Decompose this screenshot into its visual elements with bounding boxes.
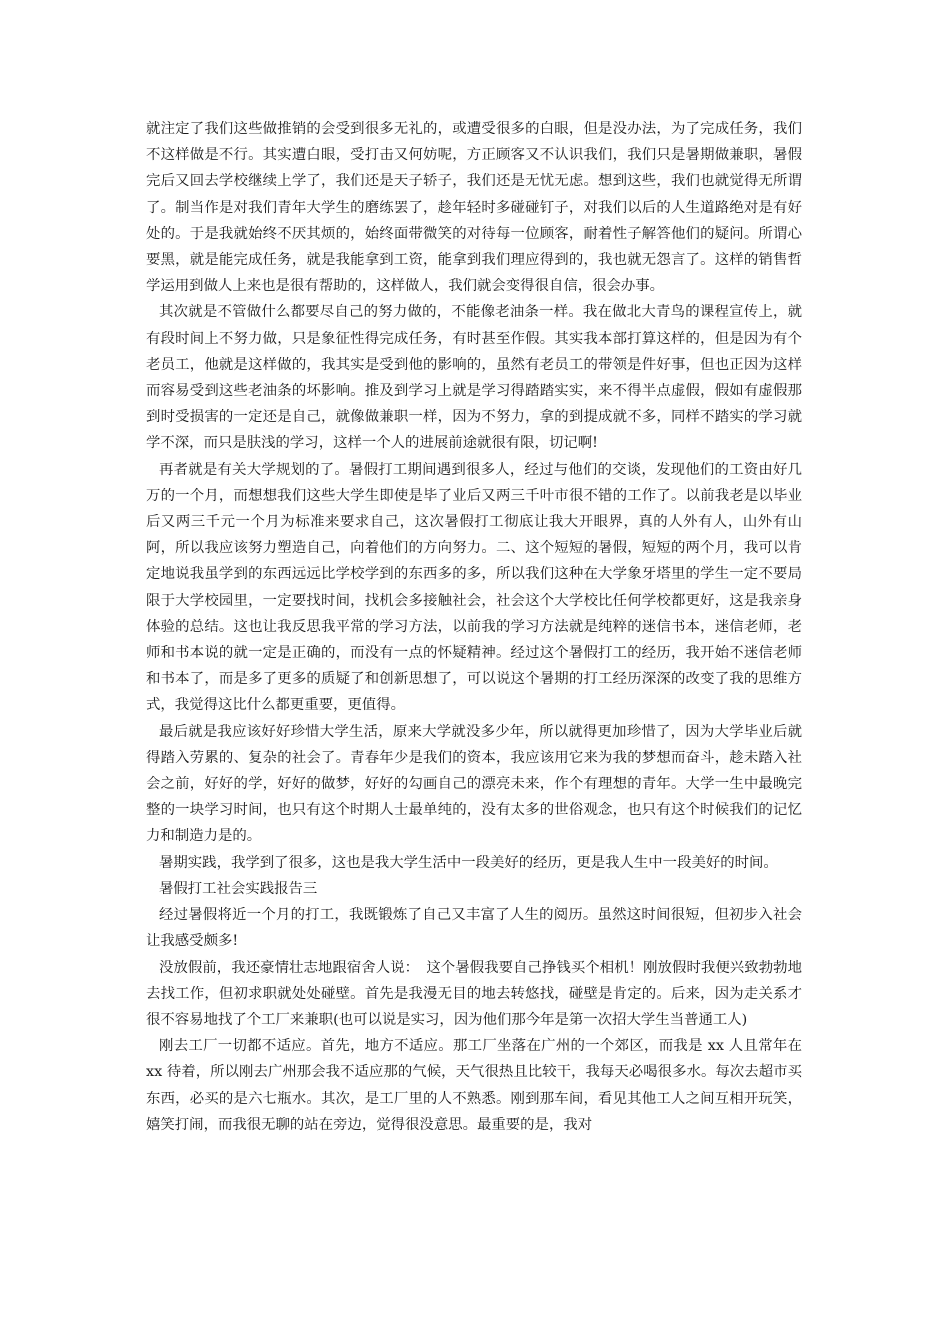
paragraph-3: 再者就是有关大学规划的了。暑假打工期间遇到很多人，经过与他们的交谈，发现他们的工资由好几万的一个月，而想想我们这些大学生即使是毕了业后又两三千叶市很不错的工作了。以前我老是以毕业后又两三千元一个月为标准来要求自己，这次暑假打工彻底让我大开眼界，真的人外有人，山外有山阿，所以我应该努力塑造自己，向着他们的方向努力。二、这个短短的暑假，短短的两个月，我可以肯定地说我虽学到的东西远远比学校学到的东西多的多，所以我们这种在大学象牙塔里的学生一定不要局限于大学校园里，一定要找时间，找机会多接触社会，社会这个大学校比任何学校都更好，这是我亲身体验的总结。这也让我反思我平常的学习方法，以前我的学习方法就是纯粹的迷信书本，迷信老师，老师和书本说的就一定是正确的，而没有一点的怀疑精神。经过这个暑假打工的经历，我开始不迷信老师和书本了，而是多了更多的质疑了和创新思想了，可以说这个暑期的打工经历深深的改变了我的思维方式，我觉得这比什么都更重要，更值得。 bbox=[146, 461, 802, 714]
section-heading: 暑假打工社会实践报告三 bbox=[159, 880, 318, 897]
paragraph-2: 其次就是不管做什么都要尽自己的努力做的，不能像老油条一样。我在做北大青鸟的课程宣传上，就有段时间上不努力做，只是象征性得完成任务，有时甚至作假。其实我本部打算这样的，但是因为有个老员工，他就是这样做的，我其实是受到他的影响的，虽然有老员工的带领是件好事，但也正因为这样而容易受到这些老油条的坏影响。推及到学习上就是学习得踏踏实实，来不得半点虚假，假如有虚假那到时受损害的一定还是自己，就像做兼职一样，因为不努力，拿的到提成就不多，同样不踏实的学习就学不深，而只是肤浅的学习，这样一个人的进展前途就很有限，切记啊! bbox=[146, 304, 802, 452]
paragraph-8: 刚去工厂一切都不适应。首先，地方不适应。那工厂坐落在广州的一个郊区，而我是 xx 人且常年在 xx 待着，所以刚去广州那会我不适应那的气候，天气很热且比较干，我每天必喝很多水。每次去超市买东西，必买的是六七瓶水。其次，是工厂里的人不熟悉。刚到那车间，看见其他工人之间互相开玩笑，嬉笑打闹，而我很无聊的站在旁边，觉得很没意思。最重要的是，我对 bbox=[146, 1038, 802, 1133]
paragraph-1: 就注定了我们这些做推销的会受到很多无礼的，或遭受很多的白眼，但是没办法，为了完成任务，我们不这样做是不行。其实遭白眼，受打击又何妨呢，方正顾客又不认识我们，我们只是暑期做兼职，暑假完后又回去学校继续上学了，我们还是天子轿子，我们还是无忧无虑。想到这些，我们也就觉得无所谓了。制当作是对我们青年大学生的磨练罢了，趁年轻时多碰碰钉子，对我们以后的人生道路绝对是有好处的。于是我就始终不厌其烦的，始终面带微笑的对待每一位顾客，耐着性子解答他们的疑问。所谓心要黑，就是能完成任务，就是我能拿到工资，能拿到我们理应得到的，我也就无怨言了。这样的销售哲学运用到做人上来也是很有帮助的，这样做人，我们就会变得很自信，很会办事。 bbox=[146, 121, 802, 295]
paragraph-4: 最后就是我应该好好珍惜大学生活，原来大学就没多少年，所以就得更加珍惜了，因为大学毕业后就得踏入劳累的、复杂的社会了。青春年少是我们的资本，我应该用它来为我的梦想而奋斗，趁未踏入社会之前，好好的学，好好的做梦，好好的勾画自己的漂亮未来，作个有理想的青年。大学一生中最晚完整的一块学习时间，也只有这个时期人士最单纯的，没有太多的世俗观念，也只有这个时候我们的记忆力和制造力是的。 bbox=[146, 723, 802, 845]
document-page bbox=[146, 116, 802, 1138]
paragraph-7: 没放假前，我还豪情壮志地跟宿舍人说： 这个暑假我要自己挣钱买个相机！刚放假时我便兴致勃勃地去找工作，但初求职就处处碰壁。首先是我漫无目的地去转悠找，碰壁是肯定的。后来，因为走关系才很不容易地找了个工厂来兼职(也可以说是实习，因为他们那今年是第一次招大学生当普通工人) bbox=[146, 959, 802, 1028]
paragraph-5: 暑期实践，我学到了很多，这也是我大学生活中一段美好的经历，更是我人生中一段美好的时间。 bbox=[159, 854, 778, 871]
paragraph-6: 经过暑假将近一个月的打工，我既锻炼了自己又丰富了人生的阅历。虽然这时间很短，但初步入社会让我感受颇多! bbox=[146, 907, 802, 950]
